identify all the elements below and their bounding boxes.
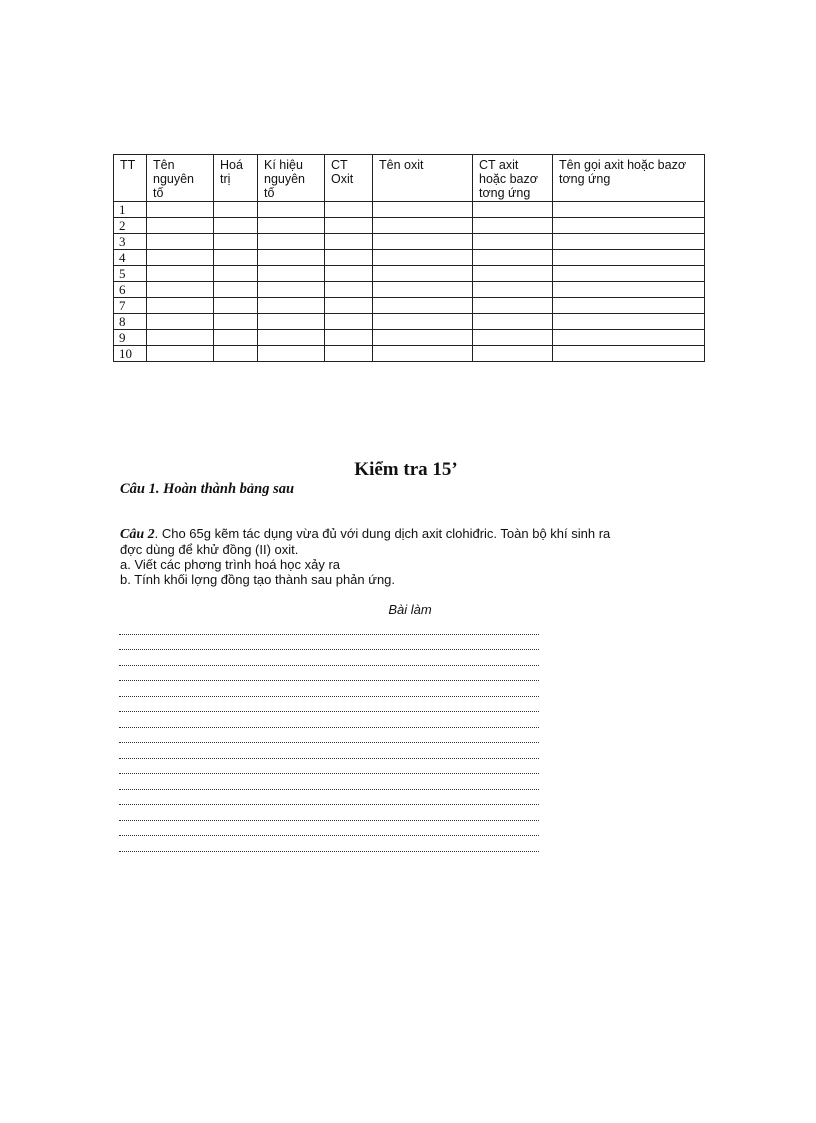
header-oxide-formula: CT Oxit	[325, 155, 373, 202]
header-oxide-name: Tên oxit	[373, 155, 473, 202]
table-cell[interactable]	[473, 218, 553, 234]
table-row	[114, 218, 705, 234]
table-cell[interactable]	[373, 330, 473, 346]
header-tt: TT	[114, 155, 147, 202]
row-number: 7	[114, 298, 147, 314]
table-cell[interactable]	[373, 250, 473, 266]
table-cell[interactable]	[373, 266, 473, 282]
table-cell[interactable]	[214, 282, 258, 298]
table-cell[interactable]	[473, 298, 553, 314]
row-number: 5	[114, 266, 147, 282]
table-cell[interactable]	[147, 218, 214, 234]
table-cell[interactable]	[553, 250, 705, 266]
table-cell[interactable]	[473, 314, 553, 330]
table-cell[interactable]	[325, 282, 373, 298]
table-cell[interactable]	[214, 218, 258, 234]
question-2-line-1	[120, 526, 690, 542]
table-row	[114, 314, 705, 330]
table-cell[interactable]	[258, 250, 325, 266]
table-cell[interactable]	[553, 266, 705, 282]
answer-dotted-line[interactable]	[119, 762, 539, 778]
table-header-row	[114, 155, 705, 202]
table-body	[114, 202, 705, 362]
table-cell[interactable]	[258, 314, 325, 330]
table-cell[interactable]	[214, 234, 258, 250]
answer-lines[interactable]	[119, 622, 539, 855]
header-acid-base-name: Tên gọi axit hoặc bazơ tơng ứng	[553, 155, 705, 202]
table-cell[interactable]	[214, 314, 258, 330]
answer-dotted-line[interactable]	[119, 669, 539, 685]
element-oxide-table	[113, 154, 705, 362]
table-cell[interactable]	[373, 218, 473, 234]
table-cell[interactable]	[325, 234, 373, 250]
table-cell[interactable]	[214, 266, 258, 282]
table-row	[114, 266, 705, 282]
question-2-line-2: đợc dùng để khử đồng (II) oxit.	[120, 542, 299, 557]
table-cell[interactable]	[214, 202, 258, 218]
table-cell[interactable]	[553, 330, 705, 346]
table-cell[interactable]	[147, 250, 214, 266]
answer-dotted-line[interactable]	[119, 622, 539, 638]
row-number: 1	[114, 202, 147, 218]
row-number: 4	[114, 250, 147, 266]
page-title-text: Kiểm tra 15’	[354, 459, 458, 480]
table-cell[interactable]	[214, 346, 258, 362]
row-number: 2	[114, 218, 147, 234]
table-cell[interactable]	[553, 346, 705, 362]
row-number: 3	[114, 234, 147, 250]
answer-heading-text: Bài làm	[388, 602, 432, 617]
answer-dotted-line[interactable]	[119, 715, 539, 731]
table-cell[interactable]	[553, 314, 705, 330]
question-1: Câu 1. Hoàn thành bảng sau	[120, 481, 295, 497]
table-cell[interactable]	[258, 234, 325, 250]
table-cell[interactable]	[325, 218, 373, 234]
answer-dotted-line[interactable]	[119, 808, 539, 824]
table-cell[interactable]	[325, 314, 373, 330]
table-cell[interactable]	[258, 218, 325, 234]
answer-dotted-line[interactable]	[119, 653, 539, 669]
table-cell[interactable]	[373, 314, 473, 330]
table-cell[interactable]	[147, 266, 214, 282]
header-acid-base-formula: CT axit hoặc bazơ tơng ứng	[473, 155, 553, 202]
table-cell[interactable]	[147, 314, 214, 330]
row-number: 6	[114, 282, 147, 298]
table-cell[interactable]	[147, 346, 214, 362]
table-cell[interactable]	[214, 330, 258, 346]
table-cell[interactable]	[214, 250, 258, 266]
table-cell[interactable]	[258, 282, 325, 298]
table-cell[interactable]	[373, 202, 473, 218]
row-number: 10	[114, 346, 147, 362]
table-cell[interactable]	[258, 346, 325, 362]
table-cell[interactable]	[553, 298, 705, 314]
answer-dotted-line[interactable]	[119, 824, 539, 840]
table-row	[114, 234, 705, 250]
answer-dotted-line[interactable]	[119, 839, 539, 855]
table-cell[interactable]	[214, 298, 258, 314]
table-cell[interactable]	[147, 330, 214, 346]
table-cell[interactable]	[473, 346, 553, 362]
table-cell[interactable]	[553, 202, 705, 218]
table-cell[interactable]	[373, 298, 473, 314]
table-cell[interactable]	[258, 266, 325, 282]
header-element-symbol: Kí hiệu nguyên tố	[258, 155, 325, 202]
row-number: 8	[114, 314, 147, 330]
table-row	[114, 346, 705, 362]
table-cell[interactable]	[325, 330, 373, 346]
table-cell[interactable]	[473, 266, 553, 282]
question-2-part-b: b. Tính khối lợng đồng tạo thành sau phản ứng.	[120, 572, 396, 587]
header-valence: Hoá trị	[214, 155, 258, 202]
table-cell[interactable]	[373, 282, 473, 298]
page-title	[0, 459, 816, 481]
table-cell[interactable]	[325, 250, 373, 266]
table-cell[interactable]	[147, 282, 214, 298]
table-cell[interactable]	[553, 282, 705, 298]
table-cell[interactable]	[553, 218, 705, 234]
answer-dotted-line[interactable]	[119, 731, 539, 747]
question-2-part-a: a. Viết các phơng trình hoá học xảy ra	[120, 557, 341, 572]
table-cell[interactable]	[473, 250, 553, 266]
table-row	[114, 330, 705, 346]
table-cell[interactable]	[147, 234, 214, 250]
table-cell[interactable]	[325, 266, 373, 282]
answer-dotted-line[interactable]	[119, 793, 539, 809]
question-2-text: . Cho 65g kẽm tác dụng vừa đủ với dung dịch axit clohiđric. Toàn bộ khí sinh ra	[154, 526, 611, 541]
table-cell[interactable]	[473, 330, 553, 346]
table-row	[114, 298, 705, 314]
table-row	[114, 202, 705, 218]
answer-dotted-line[interactable]	[119, 684, 539, 700]
row-number: 9	[114, 330, 147, 346]
table-cell[interactable]	[147, 298, 214, 314]
answer-heading	[0, 602, 816, 617]
table-cell[interactable]	[473, 202, 553, 218]
table-cell[interactable]	[258, 330, 325, 346]
answer-dotted-line[interactable]	[119, 777, 539, 793]
answer-dotted-line[interactable]	[119, 700, 539, 716]
answer-dotted-line[interactable]	[119, 746, 539, 762]
table-cell[interactable]	[147, 202, 214, 218]
table-cell[interactable]	[553, 234, 705, 250]
table-cell[interactable]	[258, 298, 325, 314]
table-cell[interactable]	[373, 234, 473, 250]
table-cell[interactable]	[473, 282, 553, 298]
table-cell[interactable]	[325, 346, 373, 362]
table-row	[114, 282, 705, 298]
answer-dotted-line[interactable]	[119, 638, 539, 654]
table-cell[interactable]	[373, 346, 473, 362]
header-element-name: Tên nguyên tố	[147, 155, 214, 202]
table-cell[interactable]	[258, 202, 325, 218]
table-cell[interactable]	[325, 298, 373, 314]
question-2-label: Câu 2	[120, 527, 155, 542]
table-cell[interactable]	[473, 234, 553, 250]
question-2	[120, 526, 690, 587]
table-cell[interactable]	[325, 202, 373, 218]
table-row	[114, 250, 705, 266]
